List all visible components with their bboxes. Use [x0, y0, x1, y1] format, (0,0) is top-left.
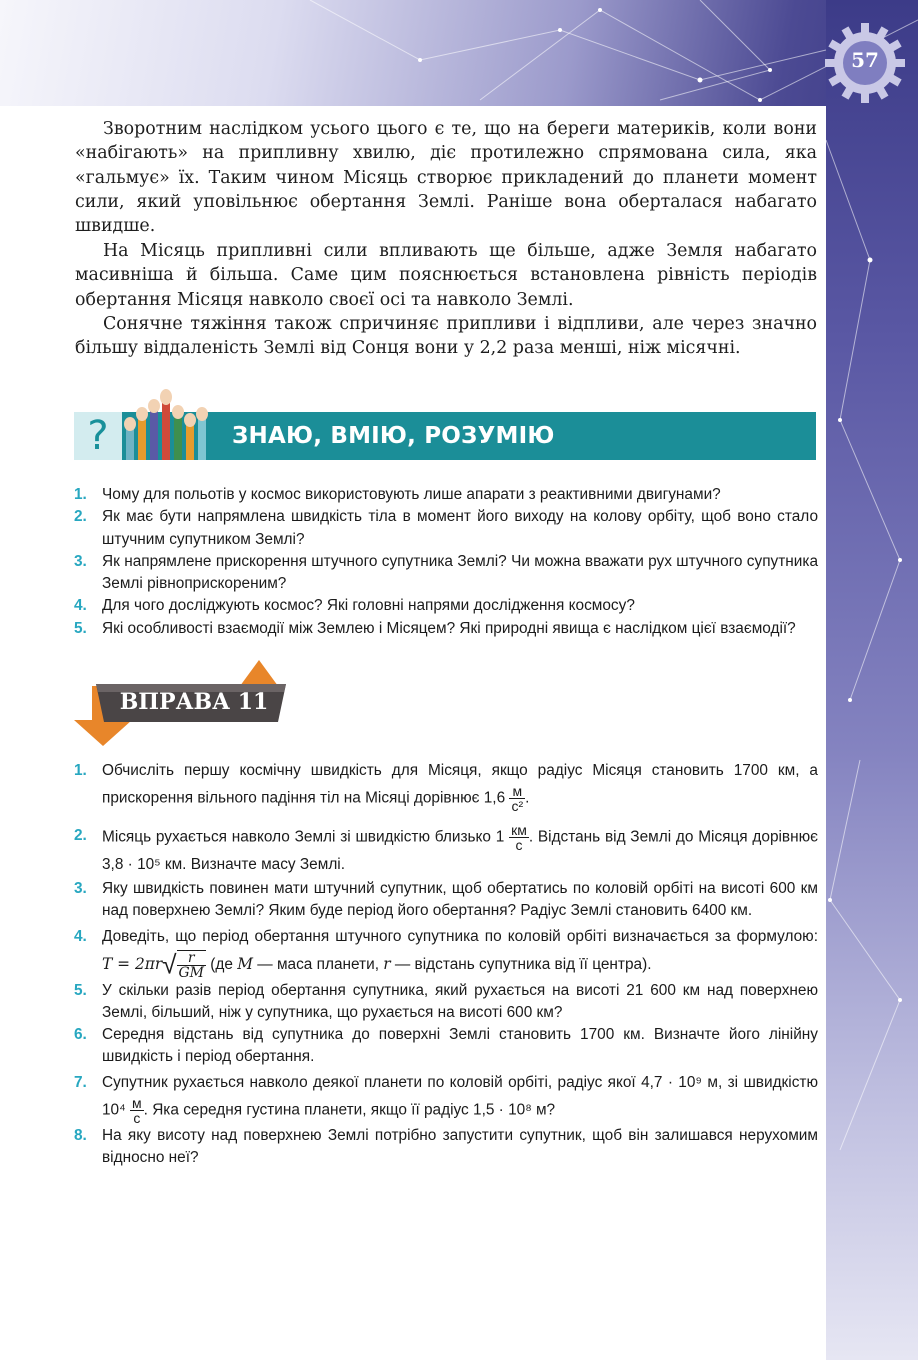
list-item — [74, 506, 818, 551]
item-number: 6. — [74, 1026, 87, 1044]
item-number: 3. — [74, 880, 87, 897]
item-number: 4. — [74, 597, 87, 615]
item-number: 2. — [74, 508, 87, 526]
list-item — [74, 980, 818, 1025]
exercise-title: ВПРАВА 11 — [119, 689, 269, 715]
list-item — [74, 1024, 818, 1069]
list-item — [74, 595, 818, 617]
item-number: 1. — [74, 486, 87, 503]
list-item: 7. Супутник рухається навколо деякої планети по коловій орбіті, радіус якої 4,7 · 10⁹ м, зі швидкістю 10⁴ $\frac{м}{с}$ . Яка середня густина планети, якщо її радіус 1,5 · 10⁸ м? — [74, 1069, 818, 1125]
item-text: Які особливості взаємодії між Землею і Місяцем? Які природні явища є наслідком цієї взаємодії? — [102, 619, 796, 637]
item-text: Обчисліть першу космічну швидкість для Місяця, якщо радіус Місяця становить 1700 км, а прискорення вільного падіння тіл на Місяці дорівнює 1,6 — [102, 762, 818, 807]
item-text: Супутник рухається навколо деякої планети по коловій орбіті, радіус якої 4,7 · 10⁹ м, зі швидкістю 10⁴ — [102, 1073, 818, 1119]
list-item: 4. Доведіть, що період обертання штучного супутника по коловій орбіті визначається за формулою: T = 2πr√ $\frac{r}{GM}$ (де M — маса планети, r — відстань супутника від її центра). — [74, 923, 818, 980]
questions-list — [74, 484, 818, 640]
page-number: 57 — [851, 48, 879, 72]
item-number: 3. — [74, 552, 87, 570]
body-paragraph: Зворотним наслідком усього цього є те, що на береги материків, коли вони «набігають» на припливну хвилю, діє протилежно спрямована сила, яка «гальмує» їх. Таким чином Місяць створює прикладений до планети момент сили, який уповільнює обертання Землі. Раніше вона оберталася набагато швидше. — [75, 119, 817, 237]
section-title: ЗНАЮ, ВМІЮ, РОЗУМІЮ — [232, 423, 555, 449]
item-number: 8. — [74, 1126, 87, 1144]
body-paragraph: На Місяць припливні сили впливають ще більше, адже Земля набагато масивніша й більша. Саме цим пояснюється встановлена рівність періодів обертання Місяця навколо своєї осі та навколо Землі. — [75, 241, 817, 310]
item-text: Як має бути напрямлена швидкість тіла в момент його виходу на колову орбіту, щоб воно стало штучним супутником Землі? — [102, 508, 818, 548]
item-number: 7. — [74, 1073, 87, 1091]
unit-fraction: $\frac{м}{с}$ — [132, 1094, 142, 1126]
item-text: Доведіть, що період обертання штучного супутника по коловій орбіті визначається за формулою: — [102, 927, 818, 945]
item-text: Місяць рухається навколо Землі зі швидкістю близько 1 — [102, 828, 510, 846]
unit-fraction: $\frac{м}{\text{с²}}$ — [511, 783, 524, 814]
body-paragraph: Сонячне тяжіння також спричиняє припливи і відпливи, але через значно більшу віддаленість Землі від Сонця вони у 2,2 раза менші, ніж місячні. — [75, 314, 817, 359]
list-item — [74, 551, 818, 596]
list-item — [74, 618, 818, 640]
item-number: 4. — [74, 927, 87, 945]
item-text: Яку швидкість повинен мати штучний супутник, щоб обертатись по коловій орбіті на висоті 600 км над поверхнею Землі? Яким буде період його обертання? Радіус Землі становить 6400 км. — [102, 880, 818, 920]
item-number: 5. — [74, 981, 87, 999]
item-text: Як напрямлене прискорення штучного супутника Землі? Чи можна вважати рух штучного супутника Землі рівноприскореним? — [102, 552, 818, 593]
item-number: 5. — [74, 619, 87, 637]
question-mark-icon: ? — [74, 412, 122, 460]
list-item — [74, 484, 818, 506]
exercises-list — [74, 758, 818, 1169]
list-item — [74, 878, 818, 923]
list-item: 2. Місяць рухається навколо Землі зі швидкістю близько 1 $\frac{км}{с}$ . Відстань від Землі до Місяця дорівнює 3,8 · 10⁵ км. Визначте масу Землі. — [74, 822, 818, 873]
list-item: 1. Обчисліть першу космічну швидкість для Місяця, якщо радіус Місяця становить 1700 км, а прискорення вільного падіння тіл на Місяці дорівнює 1,6 $\frac{м}{\text{с²}}$ . — [74, 758, 818, 813]
item-number: 1. — [74, 762, 87, 779]
raised-hands-icon — [118, 388, 218, 460]
list-item — [74, 1125, 818, 1170]
unit-fraction: $\frac{км}{с}$ — [511, 822, 527, 853]
item-number: 2. — [74, 827, 87, 844]
item-text: Для чого досліджують космос? Які головні напрями дослідження космосу? — [102, 597, 635, 615]
item-text: У скільки разів період обертання супутника, який рухається на висоті 21 600 км над поверхнею Землі, більший, ніж у супутника, що рухається на висоті 600 км? — [102, 981, 818, 1021]
item-text: Середня відстань від супутника до поверхні Землі становить 1700 км. Визначте його лінійну швидкість і період обертання. — [102, 1026, 818, 1066]
item-text: На яку висоту над поверхнею Землі потрібно запустити супутник, щоб він залишався нерухомим відносно неї? — [102, 1126, 818, 1167]
period-formula: T = 2πr√ $\frac{r}{GM}$ — [102, 949, 205, 981]
item-text: Чому для польотів у космос використовують лише апарати з реактивними двигунами? — [102, 486, 721, 503]
